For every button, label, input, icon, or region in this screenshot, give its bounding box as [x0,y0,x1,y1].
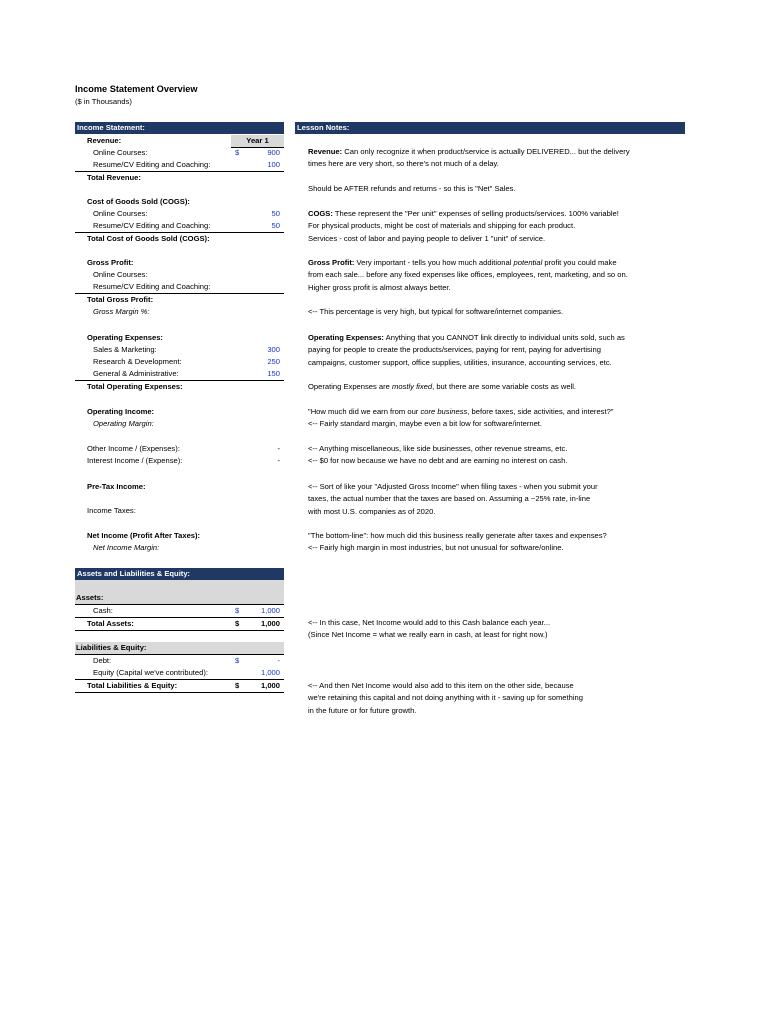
cash-label: Cash: [93,606,113,615]
online-courses-label: Online Courses: [93,148,148,157]
note-opex-fixed-b: mostly fixed [392,382,433,391]
net-income-margin-row [75,542,284,554]
ga-value[interactable]: 150 [267,369,280,378]
note-cogs-text-2: For physical products, might be cost of materials and shipping for each product. [308,221,576,231]
lesson-notes-header: Lesson Notes: [295,122,685,134]
debt-row[interactable] [75,655,284,667]
note-eq-3: in the future or for future growth. [308,705,417,715]
revenue-row [75,135,284,147]
ga-row[interactable] [75,368,284,380]
note-revenue-text-2: times here are very short, so there's not much of a delay. [308,159,499,169]
online-courses-row[interactable] [75,147,284,159]
total-cogs-label: Total Cost of Goods Sold (COGS): [87,234,210,243]
note-oi-1c: , before taxes, side activities, and interest?" [467,407,614,416]
note-pretax [308,481,688,518]
rnd-row[interactable] [75,356,284,368]
net-income-label: Net Income (Profit After Taxes): [87,531,201,540]
debt-label: Debt: [93,656,112,665]
cogs-resume-label: Resume/CV Editing and Coaching: [93,221,211,230]
total-gross-profit-label: Total Gross Profit: [87,295,154,304]
note-cogs-bold: COGS: [308,209,333,218]
rnd-value[interactable]: 250 [267,357,280,366]
note-revenue [308,146,688,171]
gp-resume-label: Resume/CV Editing and Coaching: [93,282,211,291]
total-revenue-label: Total Revenue: [87,173,141,182]
interest-income-value: - [277,456,280,465]
cogs-online-row[interactable] [75,208,284,220]
page-subtitle: ($ in Thousands) [75,97,132,106]
gp-online-row [75,269,284,281]
note-pt-3: with most U.S. companies as of 2020. [308,506,436,516]
note-eq-1: <-- And then Net Income would also add to this item on the other side, because [308,681,574,690]
gp-online-label: Online Courses: [93,270,148,279]
opex-label: Operating Expenses: [87,333,163,342]
note-pt-1: <-- Sort of like your "Adjusted Gross Income" when filing taxes - when you submit your [308,482,598,491]
cogs-online-value[interactable]: 50 [271,209,280,218]
gross-profit-label: Gross Profit: [87,258,134,267]
liabilities-equity-row [75,642,284,655]
total-liabilities-equity-value: 1,000 [260,681,280,690]
currency-symbol: $ [235,619,240,628]
note-gp-text-1c: profit you could make [542,258,617,267]
opex-row [75,332,284,344]
sales-marketing-label: Sales & Marketing: [93,345,157,354]
other-income-label: Other Income / (Expenses): [87,444,180,453]
page-title: Income Statement Overview [75,84,198,94]
note-opex-text-1: Anything that you CANNOT link directly to individual units sold, such as [383,333,625,342]
note-cash-2: (Since Net Income = what we really earn in cash, at least for right now.) [308,630,548,640]
total-assets-label: Total Assets: [87,619,134,628]
currency-symbol: $ [235,148,240,157]
total-liabilities-equity-row [75,679,284,693]
equity-value[interactable]: 1,000 [260,668,280,677]
total-revenue-row [75,171,284,184]
note-net-sales: Should be AFTER refunds and returns - so this is "Net" Sales. [308,184,516,193]
total-liabilities-equity-label: Total Liabilities & Equity: [87,681,178,690]
cogs-resume-row[interactable] [75,220,284,232]
operating-income-row [75,406,284,418]
note-equity [308,680,688,717]
income-taxes-label: Income Taxes: [87,506,136,515]
operating-income-label: Operating Income: [87,407,155,416]
assets-label: Assets: [76,593,104,602]
resume-label: Resume/CV Editing and Coaching: [93,160,211,169]
resume-row[interactable] [75,159,284,171]
interest-income-label: Interest Income / (Expense): [87,456,183,465]
total-assets-row [75,617,284,631]
note-gp-text-2: from each sale... before any fixed expenses like offices, employees, rent, marketing, and so on. [308,270,628,280]
note-opex-bold: Operating Expenses: [308,333,384,342]
operating-margin-label: Operating Margin: [93,419,154,428]
note-gp-text-1b: potential [513,258,543,267]
currency-symbol: $ [235,606,240,615]
note-eq-2: we're retaining this capital and not doing anything with it - saving up for something [308,693,583,703]
note-ni-2: <-- Fairly high margin in most industries, but not unusual for software/online. [308,543,564,553]
ga-label: General & Administrative: [93,369,179,378]
note-revenue-text-1: Can only recognize it when product/service is actually DELIVERED... but the delivery [342,147,630,156]
note-opex-fixed-c: , but there are some variable costs as well. [432,382,577,391]
note-oi-1b: core business [420,407,468,416]
pretax-income-label: Pre-Tax Income: [87,482,146,491]
other-income-value: - [277,444,280,453]
note-cogs [308,208,688,245]
total-assets-value: 1,000 [260,619,280,628]
balance-spacer [75,580,284,592]
total-cogs-row [75,232,284,245]
note-gross-margin: <-- This percentage is very high, but typical for software/internet companies. [308,307,564,316]
note-cash [308,617,688,642]
cogs-resume-value[interactable]: 50 [271,221,280,230]
note-oi-1a: "How much did we earn from our [308,407,421,416]
cash-row[interactable] [75,605,284,617]
revenue-label: Revenue: [87,136,122,145]
equity-row[interactable] [75,667,284,679]
note-ni-1: "The bottom-line": how much did this business really generate after taxes and expenses? [308,531,607,540]
net-income-row [75,530,284,542]
other-income-row [75,443,284,455]
note-gp-text-3: Higher gross profit is almost always better. [308,282,451,292]
net-income-margin-label: Net Income Margin: [93,543,160,552]
note-other-1: <-- Anything miscellaneous, like side businesses, other revenue streams, etc. [308,444,568,453]
note-cogs-text-1: These represent the "Per unit" expenses of selling products/services. 100% variable! [332,209,619,218]
note-revenue-bold: Revenue: [308,147,343,156]
note-opex [308,332,688,369]
note-other-income [308,443,688,468]
note-pt-2: taxes, the actual number that the taxes are based on. Assuming a ~25% rate, in-line [308,494,591,504]
debt-value[interactable]: - [277,656,280,665]
note-opex-text-2: paying for people to create the products/services, paying for rent, paying for advertising [308,345,601,355]
note-opex-fixed-a: Operating Expenses are [308,382,393,391]
year-1-header: Year 1 [231,135,284,148]
total-gross-profit-row [75,293,284,306]
note-cogs-text-3: Services - cost of labor and paying people to deliver 1 "unit" of service. [308,233,546,243]
gross-margin-row [75,306,284,318]
note-opex-fixed [308,381,688,393]
rnd-label: Research & Development: [93,357,182,366]
cogs-label: Cost of Goods Sold (COGS): [87,197,190,206]
note-gp-text-1a: Very important - tells you how much additional [354,258,514,267]
note-opex-text-3: campaigns, customer support, office supplies, utilities, insurance, accounting services, etc. [308,357,612,367]
total-opex-label: Total Operating Expenses: [87,382,183,391]
note-gross-profit [308,257,688,294]
gross-profit-row [75,257,284,269]
note-oi-2: <-- Fairly standard margin, maybe even a bit low for software/internet. [308,419,543,429]
operating-margin-row [75,418,284,430]
resume-value[interactable]: 100 [267,160,280,169]
pretax-income-row [75,481,284,493]
gp-resume-row [75,281,284,293]
currency-symbol: $ [235,656,240,665]
note-cash-1: <-- In this case, Net Income would add to this Cash balance each year... [308,618,551,627]
liabilities-equity-label: Liabilities & Equity: [76,643,147,652]
note-other-2: <-- $0 for now because we have no debt and are earning no interest on cash. [308,456,568,466]
balance-sheet-header: Assets and Liabilities & Equity: [75,568,284,580]
equity-label: Equity (Capital we've contributed): [93,668,208,677]
note-operating-income [308,406,688,431]
cogs-row [75,196,284,208]
sales-marketing-row[interactable] [75,344,284,356]
currency-symbol: $ [235,681,240,690]
income-statement-header: Income Statement: [75,122,284,134]
income-taxes-row [75,505,284,517]
online-courses-value[interactable]: 900 [267,148,280,157]
cash-value[interactable]: 1,000 [260,606,280,615]
interest-income-row [75,455,284,467]
gross-margin-label: Gross Margin %: [93,307,150,316]
total-opex-row [75,380,284,393]
sales-marketing-value[interactable]: 300 [267,345,280,354]
note-net-income [308,530,688,555]
assets-row [75,592,284,605]
note-gp-bold: Gross Profit: [308,258,355,267]
cogs-online-label: Online Courses: [93,209,148,218]
